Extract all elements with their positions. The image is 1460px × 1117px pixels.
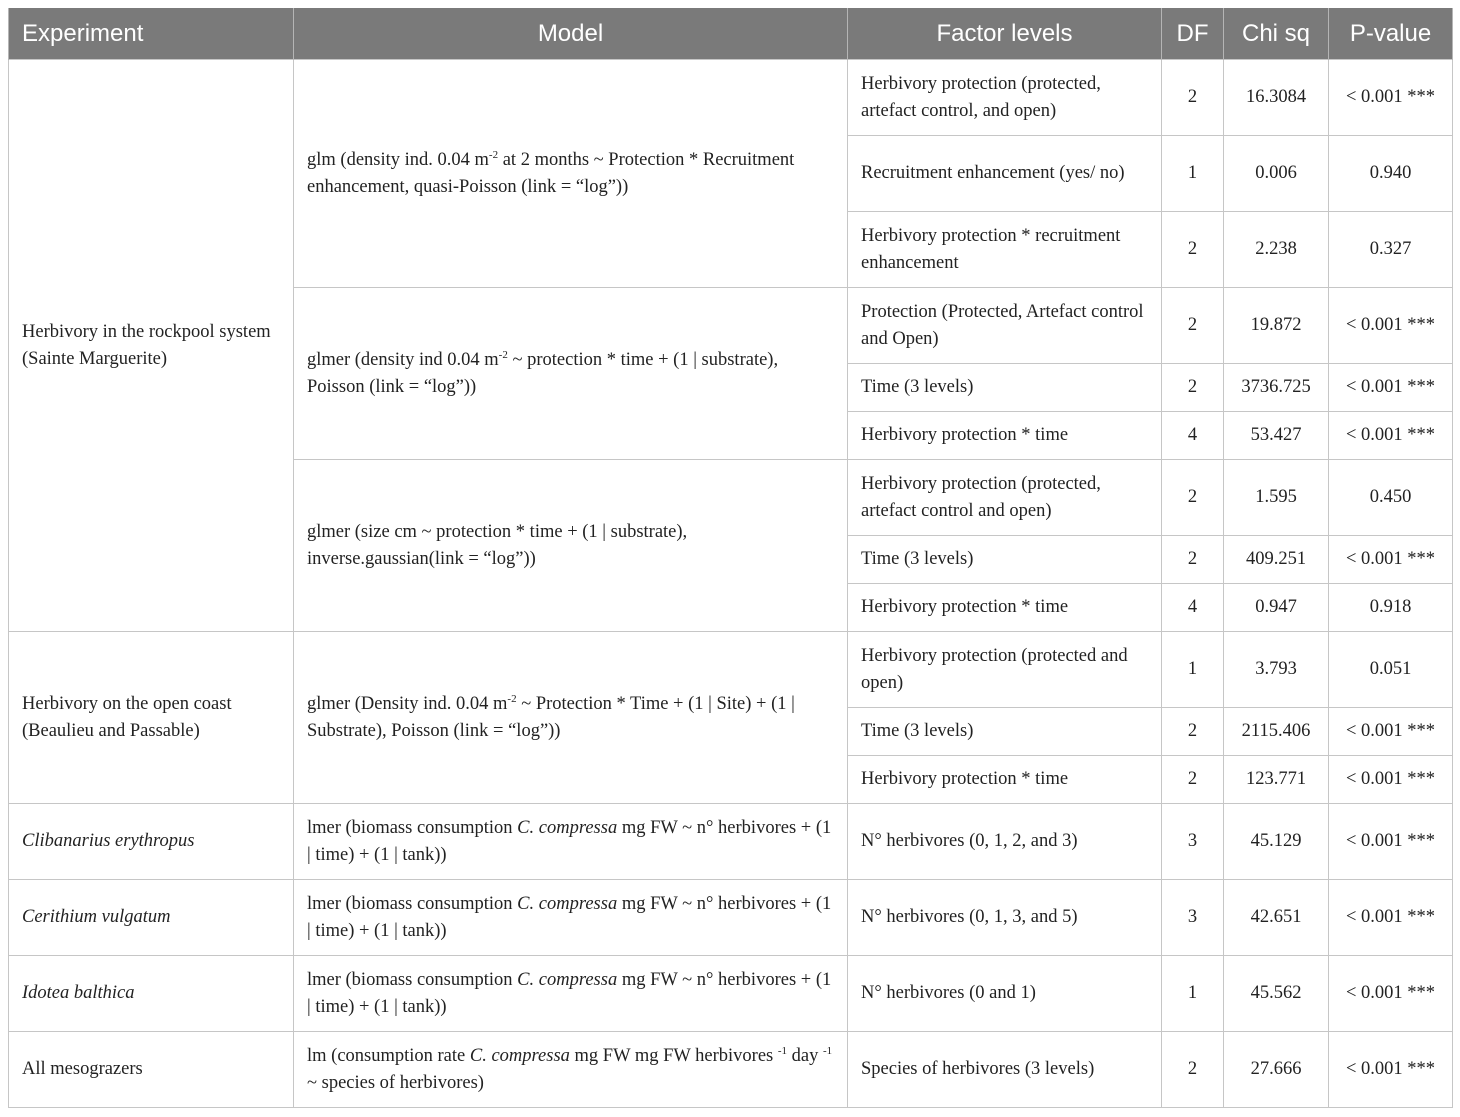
table-row	[9, 956, 1453, 1032]
df-cell: 1	[1162, 136, 1224, 212]
factor-cell: Herbivory protection * time	[848, 584, 1162, 632]
header-row	[9, 8, 1453, 60]
factor-cell: Herbivory protection (protected, artefact control and open)	[848, 460, 1162, 536]
factor-cell: Protection (Protected, Artefact control and Open)	[848, 288, 1162, 364]
p-value-cell: 0.327	[1329, 212, 1453, 288]
chi-cell: 0.947	[1224, 584, 1329, 632]
factor-cell: Herbivory protection (protected, artefact control, and open)	[848, 60, 1162, 136]
table-row	[9, 880, 1453, 956]
chi-cell: 16.3084	[1224, 60, 1329, 136]
chi-cell: 3.793	[1224, 632, 1329, 708]
p-value-cell: < 0.001 ***	[1329, 412, 1453, 460]
df-cell: 4	[1162, 412, 1224, 460]
model-cell: lmer (biomass consumption C. compressa mg FW ~ n° herbivores + (1 | time) + (1 | tank))	[294, 956, 848, 1032]
p-value-cell: < 0.001 ***	[1329, 708, 1453, 756]
experiment-cell: Clibanarius erythropus	[9, 804, 294, 880]
df-cell: 3	[1162, 880, 1224, 956]
chi-cell: 27.666	[1224, 1032, 1329, 1108]
df-cell: 2	[1162, 288, 1224, 364]
p-value-cell: 0.918	[1329, 584, 1453, 632]
df-cell: 2	[1162, 364, 1224, 412]
factor-cell: Species of herbivores (3 levels)	[848, 1032, 1162, 1108]
p-value-cell: < 0.001 ***	[1329, 364, 1453, 412]
p-value-cell: < 0.001 ***	[1329, 880, 1453, 956]
factor-cell: Herbivory protection (protected and open)	[848, 632, 1162, 708]
header-experiment: Experiment	[9, 8, 294, 60]
p-value-cell: 0.450	[1329, 460, 1453, 536]
header-factor-levels: Factor levels	[848, 8, 1162, 60]
chi-cell: 45.129	[1224, 804, 1329, 880]
header-model: Model	[294, 8, 848, 60]
statistics-table	[8, 8, 1453, 1108]
chi-cell: 1.595	[1224, 460, 1329, 536]
model-cell: glm (density ind. 0.04 $m^{-2}$ at 2 months ~ Protection * Recruitment enhancement, quasi-Poisson (link = “log”))	[294, 60, 848, 288]
experiment-cell: Herbivory on the open coast (Beaulieu and Passable)	[9, 632, 294, 804]
chi-cell: 123.771	[1224, 756, 1329, 804]
p-value-cell: < 0.001 ***	[1329, 1032, 1453, 1108]
model-cell: lmer (biomass consumption C. compressa mg FW ~ n° herbivores + (1 | time) + (1 | tank))	[294, 804, 848, 880]
experiment-cell: Cerithium vulgatum	[9, 880, 294, 956]
df-cell: 2	[1162, 708, 1224, 756]
p-value-cell: < 0.001 ***	[1329, 804, 1453, 880]
factor-cell: Herbivory protection * time	[848, 756, 1162, 804]
table-row	[9, 60, 1453, 136]
table-row	[9, 1032, 1453, 1108]
chi-cell: 2.238	[1224, 212, 1329, 288]
header-chi-sq: Chi sq	[1224, 8, 1329, 60]
p-value-cell: < 0.001 ***	[1329, 756, 1453, 804]
factor-cell: Herbivory protection * recruitment enhancement	[848, 212, 1162, 288]
p-value-cell: 0.940	[1329, 136, 1453, 212]
model-cell: glmer (size cm ~ protection * time + (1 | substrate), inverse.gaussian(link = “log”))	[294, 460, 848, 632]
table-row	[9, 632, 1453, 708]
factor-cell: Time (3 levels)	[848, 536, 1162, 584]
model-cell: lmer (biomass consumption C. compressa mg FW ~ n° herbivores + (1 | time) + (1 | tank))	[294, 880, 848, 956]
p-value-cell: < 0.001 ***	[1329, 536, 1453, 584]
experiment-cell: Herbivory in the rockpool system (Sainte Marguerite)	[9, 60, 294, 632]
p-value-cell: < 0.001 ***	[1329, 956, 1453, 1032]
df-cell: 1	[1162, 956, 1224, 1032]
model-cell: glmer (Density ind. 0.04 $m^{-2}$ ~ Protection * Time + (1 | Site) + (1 | Substrate), Poisson (link = “log”))	[294, 632, 848, 804]
df-cell: 4	[1162, 584, 1224, 632]
df-cell: 2	[1162, 756, 1224, 804]
model-cell: lm (consumption rate C. compressa mg FW mg FW herbivores $^{-1}$ day $^{-1}$ ~ species of herbivores)	[294, 1032, 848, 1108]
df-cell: 2	[1162, 60, 1224, 136]
experiment-cell: Idotea balthica	[9, 956, 294, 1032]
model-cell: glmer (density ind 0.04 $m^{-2}$ ~ protection * time + (1 | substrate), Poisson (link = “log”))	[294, 288, 848, 460]
df-cell: 2	[1162, 1032, 1224, 1108]
factor-cell: N° herbivores (0 and 1)	[848, 956, 1162, 1032]
p-value-cell: < 0.001 ***	[1329, 60, 1453, 136]
factor-cell: Time (3 levels)	[848, 708, 1162, 756]
df-cell: 2	[1162, 536, 1224, 584]
df-cell: 3	[1162, 804, 1224, 880]
p-value-cell: 0.051	[1329, 632, 1453, 708]
factor-cell: Recruitment enhancement (yes/ no)	[848, 136, 1162, 212]
chi-cell: 53.427	[1224, 412, 1329, 460]
df-cell: 1	[1162, 632, 1224, 708]
df-cell: 2	[1162, 460, 1224, 536]
factor-cell: N° herbivores (0, 1, 3, and 5)	[848, 880, 1162, 956]
chi-cell: 45.562	[1224, 956, 1329, 1032]
table-row	[9, 804, 1453, 880]
header-p-value: P-value	[1329, 8, 1453, 60]
chi-cell: 42.651	[1224, 880, 1329, 956]
chi-cell: 19.872	[1224, 288, 1329, 364]
p-value-cell: < 0.001 ***	[1329, 288, 1453, 364]
factor-cell: Time (3 levels)	[848, 364, 1162, 412]
experiment-cell: All mesograzers	[9, 1032, 294, 1108]
header-df: DF	[1162, 8, 1224, 60]
factor-cell: N° herbivores (0, 1, 2, and 3)	[848, 804, 1162, 880]
chi-cell: 3736.725	[1224, 364, 1329, 412]
df-cell: 2	[1162, 212, 1224, 288]
chi-cell: 0.006	[1224, 136, 1329, 212]
chi-cell: 2115.406	[1224, 708, 1329, 756]
factor-cell: Herbivory protection * time	[848, 412, 1162, 460]
chi-cell: 409.251	[1224, 536, 1329, 584]
